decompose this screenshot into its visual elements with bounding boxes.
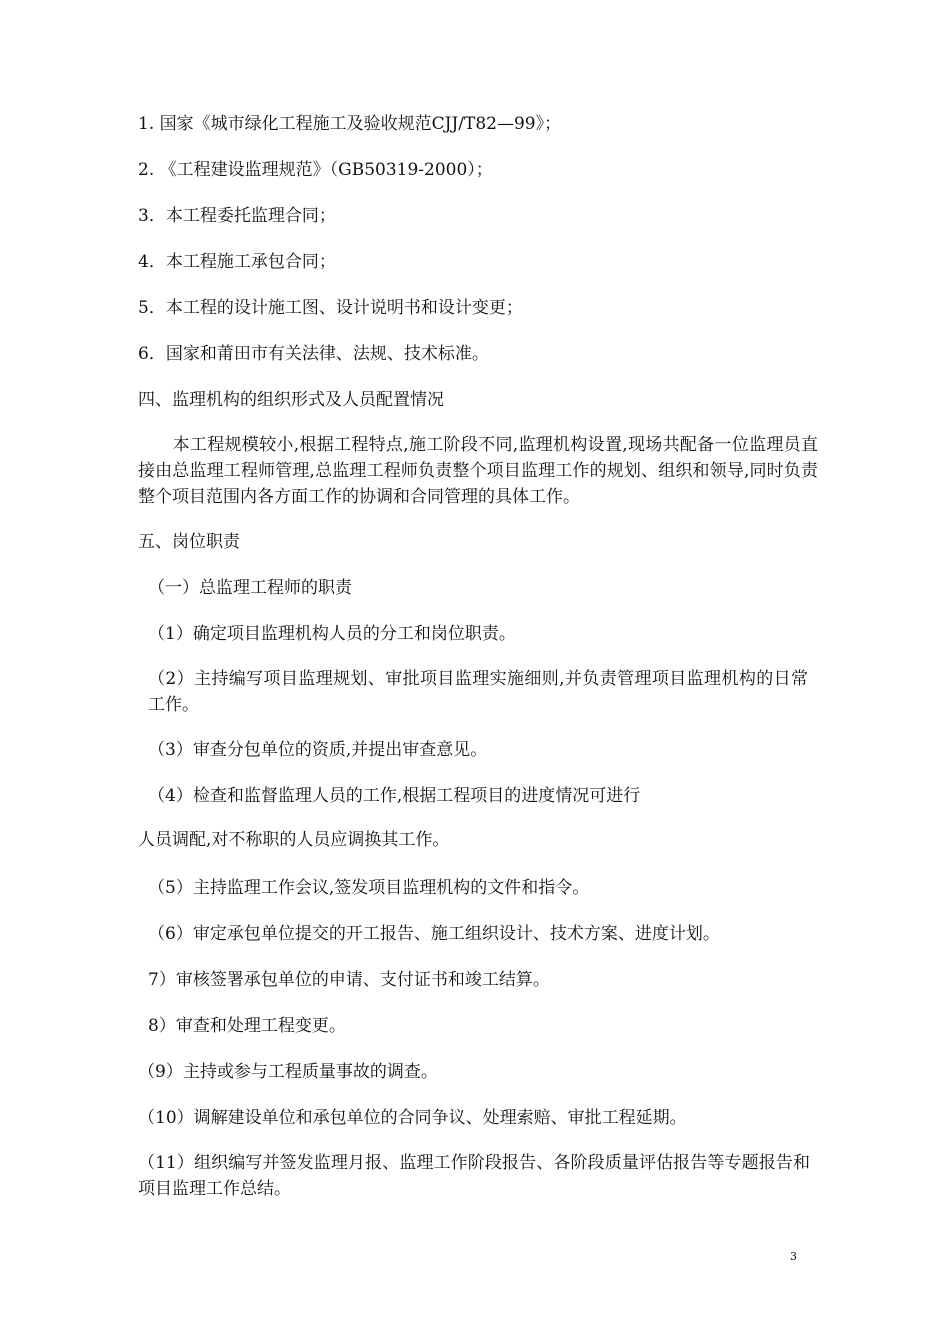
duty-item-11: （11）组织编写并签发监理月报、监理工作阶段报告、各阶段质量评估报告等专题报告和项目监理工作总结。 (138, 1153, 810, 1199)
duty-item-8: 8）审查和处理工程变更。 (148, 1016, 346, 1036)
duty-item-2: （2）主持编写项目监理规划、审批项目监理实施细则,并负责管理项目监理机构的日常工作。 (148, 669, 808, 715)
basis-item-6: 6．国家和莆田市有关法律、法规、技术标准。 (138, 344, 489, 364)
duty-item-4-continuation: 人员调配,对不称职的人员应调换其工作。 (138, 830, 450, 850)
duty-item-4: （4）检查和监督监理人员的工作,根据工程项目的进度情况可进行 (148, 786, 641, 806)
org-paragraph: 本工程规模较小,根据工程特点,施工阶段不同,监理机构设置,现场共配备一位监理员直接由总监理工程师管理,总监理工程师负责整个项目监理工作的规划、组织和领导,同时负责整个项目范围内各方面工作的协调和合同管理的具体工作。 (138, 435, 818, 507)
duty-item-10: （10）调解建设单位和承包单位的合同争议、处理索赔、审批工程延期。 (138, 1108, 687, 1128)
basis-item-4: 4．本工程施工承包合同； (138, 252, 336, 272)
basis-item-5: 5．本工程的设计施工图、设计说明书和设计变更； (138, 298, 523, 318)
basis-item-1: 1. 国家《城市绿化工程施工及验收规范CJJ/T82—99》； (138, 114, 562, 134)
section-heading-org: 四、监理机构的组织形式及人员配置情况 (138, 390, 444, 410)
duty-item-9: （9）主持或参与工程质量事故的调查。 (138, 1062, 438, 1082)
duty-item-3: （3）审查分包单位的资质,并提出审查意见。 (148, 740, 488, 760)
subsection-heading-chief: （一）总监理工程师的职责 (148, 578, 352, 598)
basis-item-3: 3．本工程委托监理合同； (138, 206, 336, 226)
basis-item-2: 2. 《工程建设监理规范》（GB50319-2000）； (138, 160, 493, 180)
page-number: 3 (790, 1250, 797, 1263)
duty-item-5: （5）主持监理工作会议,签发项目监理机构的文件和指令。 (148, 878, 590, 898)
duty-item-6: （6）审定承包单位提交的开工报告、施工组织设计、技术方案、进度计划。 (148, 924, 720, 944)
section-heading-duties: 五、岗位职责 (138, 532, 240, 552)
duty-item-1: （1）确定项目监理机构人员的分工和岗位职责。 (148, 624, 516, 644)
duty-item-7: 7）审核签署承包单位的申请、支付证书和竣工结算。 (148, 970, 550, 990)
